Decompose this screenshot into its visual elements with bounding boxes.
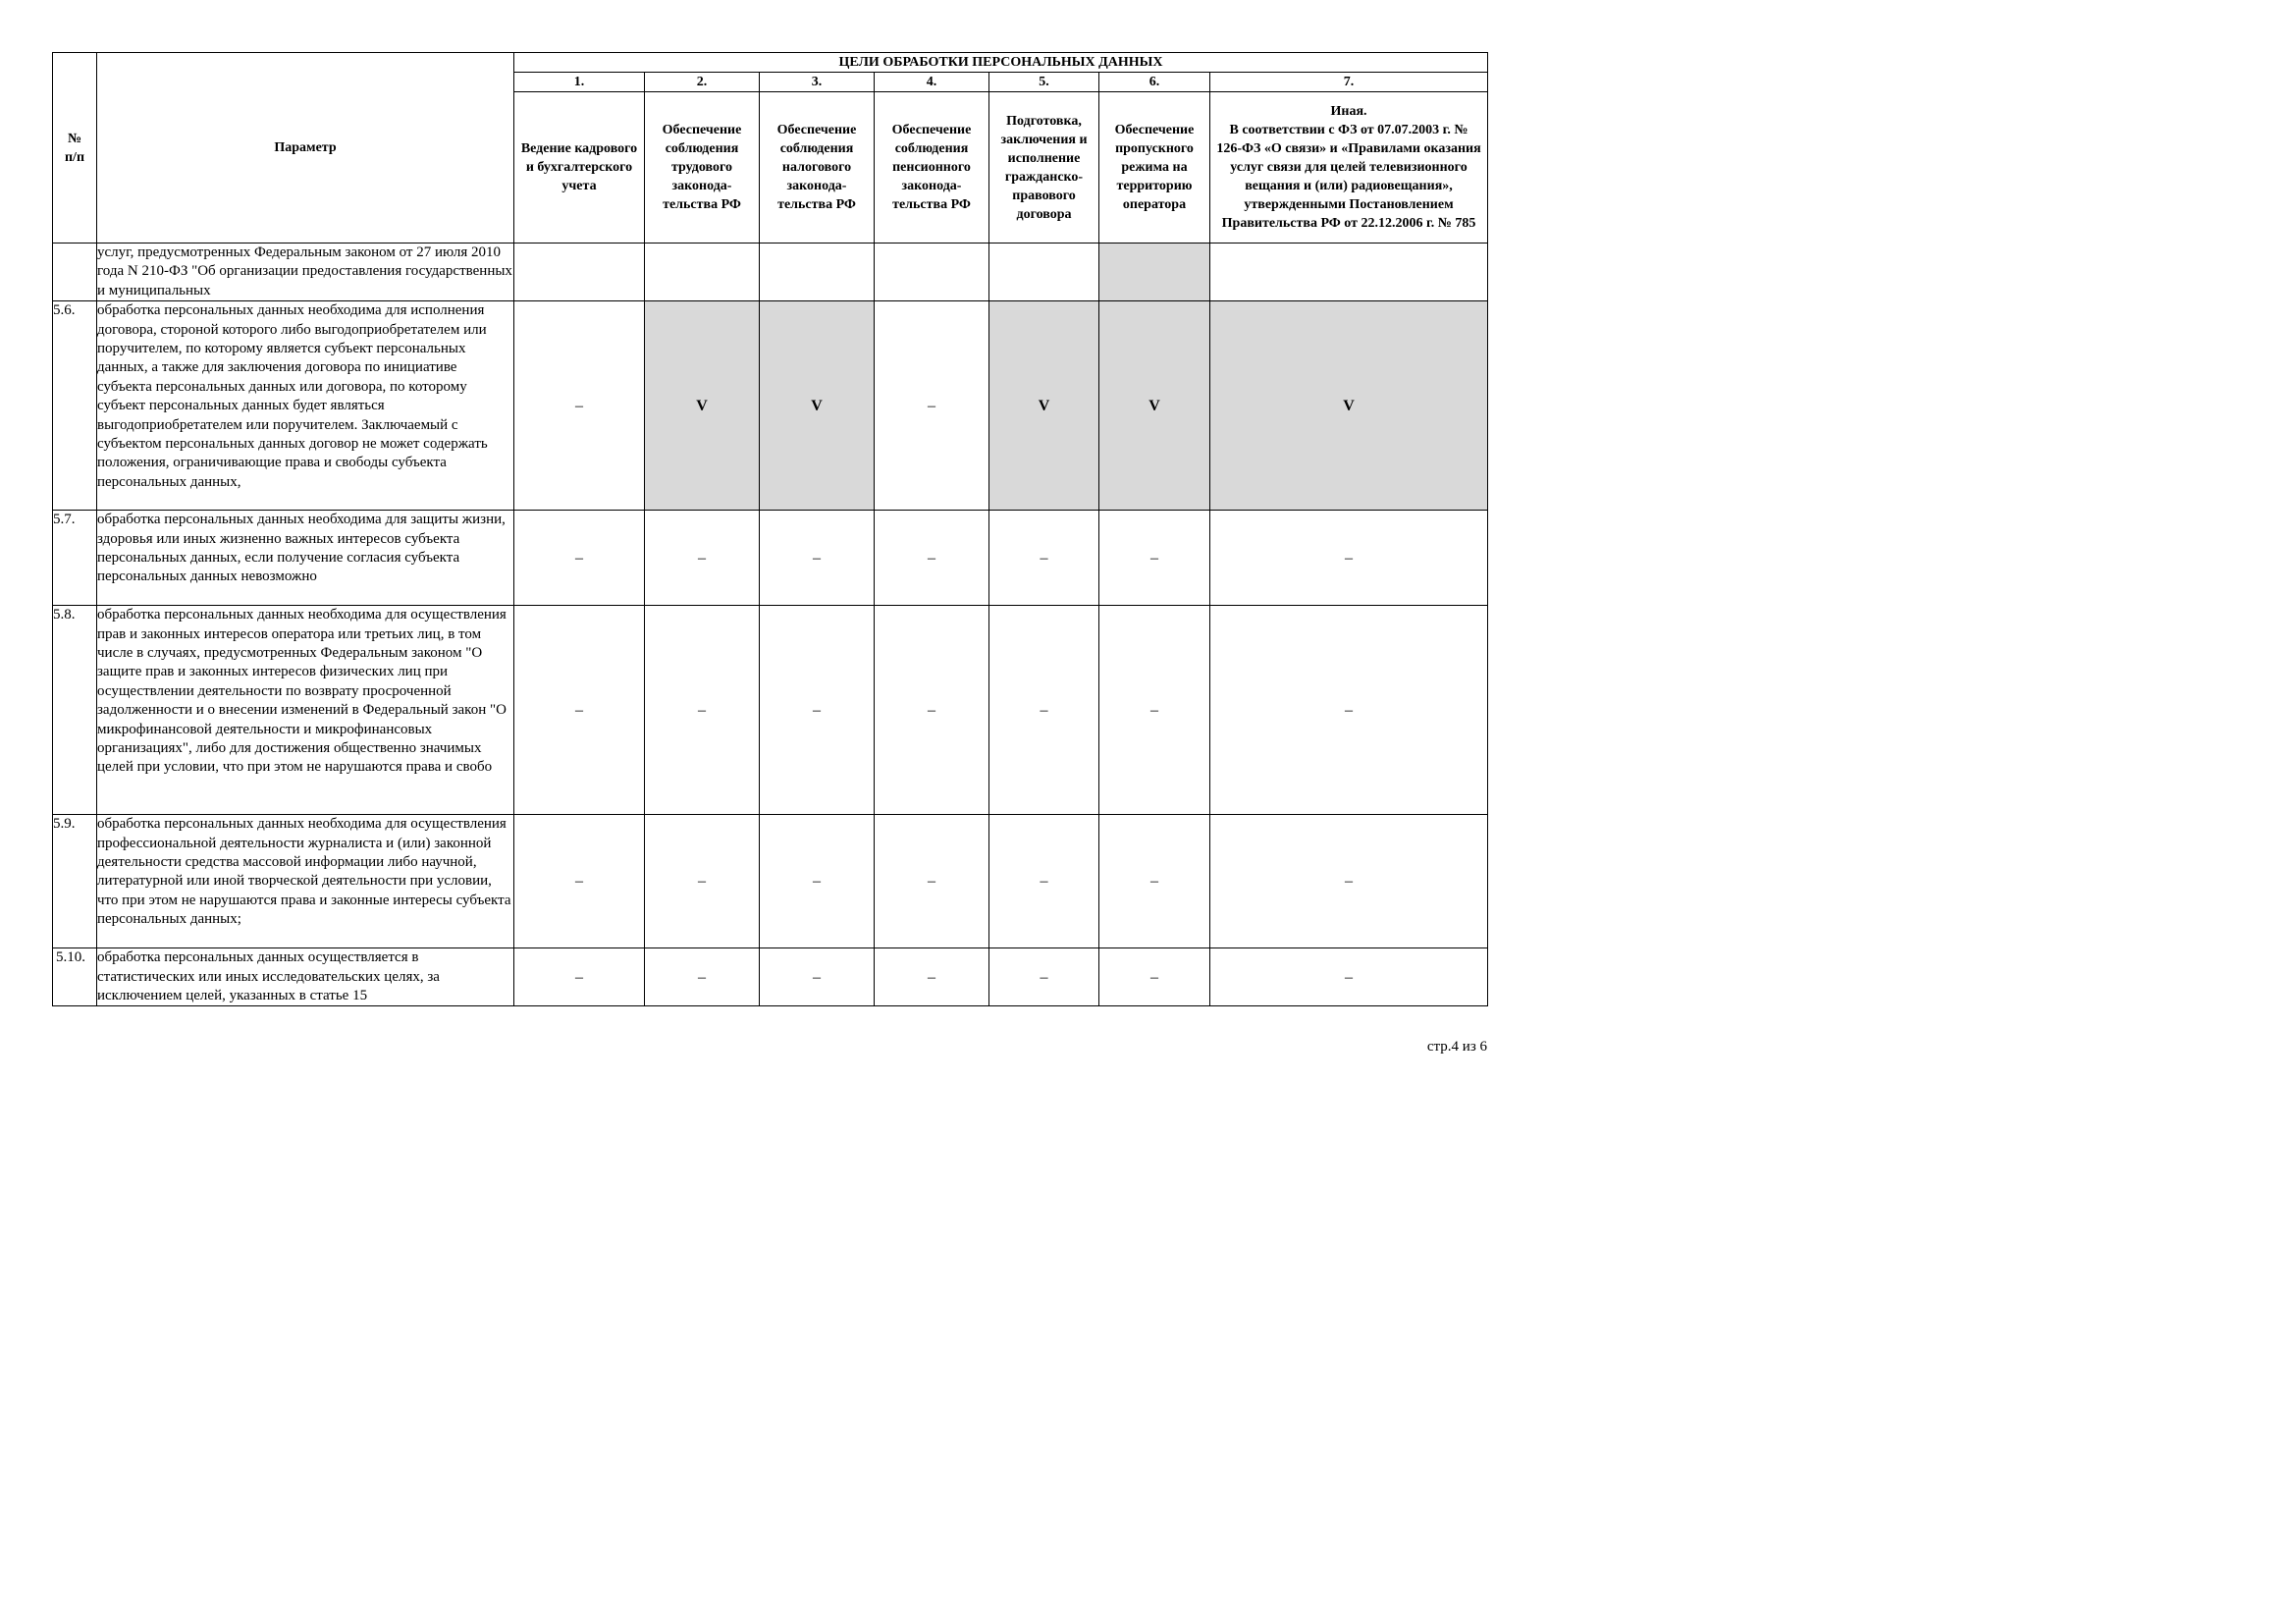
- row-value-goal-4: –: [875, 948, 989, 1006]
- row-value-goal-4: –: [875, 511, 989, 606]
- row-value-goal-2: V: [645, 301, 760, 511]
- table-row: [53, 244, 1488, 301]
- row-parameter: обработка персональных данных необходима для осуществления прав и законных интересов оператора или третьих лиц, в том числе в случаях, предусмотренных Федеральным законом "О защите прав и законных интересов физических лиц при осуществлении деятельности по возврату просроченной задолженности и о внесении изменений в Федеральный закон "О микрофинансовой деятельности и микрофинансовых организациях", либо для достижения общественно значимых целей при условии, что при этом не нарушаются права и свобо: [97, 606, 514, 815]
- row-value-goal-1: –: [514, 815, 645, 948]
- row-value-goal-1: –: [514, 948, 645, 1006]
- goal-number-3: 3.: [760, 73, 875, 92]
- goal-number-4: 4.: [875, 73, 989, 92]
- row-value-goal-3: –: [760, 511, 875, 606]
- row-value-goal-2: –: [645, 948, 760, 1006]
- goal-number-5: 5.: [989, 73, 1099, 92]
- row-value-goal-1: –: [514, 606, 645, 815]
- table-row: [53, 815, 1488, 948]
- goal-number-1: 1.: [514, 73, 645, 92]
- row-value-goal-3: [760, 244, 875, 301]
- table-row: [53, 606, 1488, 815]
- table-row: [53, 511, 1488, 606]
- goal-title-2: Обеспечение соблюдения трудового законода-тельства РФ: [645, 92, 760, 244]
- row-value-goal-2: –: [645, 511, 760, 606]
- row-value-goal-3: V: [760, 301, 875, 511]
- row-number: 5.10.: [53, 948, 97, 1006]
- row-value-goal-7: –: [1210, 948, 1488, 1006]
- row-value-goal-5: V: [989, 301, 1099, 511]
- goals-header: ЦЕЛИ ОБРАБОТКИ ПЕРСОНАЛЬНЫХ ДАННЫХ: [514, 53, 1488, 73]
- row-value-goal-3: –: [760, 948, 875, 1006]
- purposes-table: [52, 52, 1488, 1006]
- goal-title-5: Подготовка, заключения и исполнение гражданско-правового договора: [989, 92, 1099, 244]
- row-value-goal-1: –: [514, 301, 645, 511]
- row-parameter: обработка персональных данных необходима для защиты жизни, здоровья или иных жизненно важных интересов субъекта персональных данных, если получение согласия субъекта персональных данных невозможно: [97, 511, 514, 606]
- row-value-goal-6: [1099, 244, 1210, 301]
- row-value-goal-5: –: [989, 606, 1099, 815]
- goal-number-6: 6.: [1099, 73, 1210, 92]
- goal-title-1: Ведение кадрового и бухгалтерского учета: [514, 92, 645, 244]
- row-parameter: услуг, предусмотренных Федеральным законом от 27 июля 2010 года N 210-ФЗ "Об организации предоставления государственных и муниципальных: [97, 244, 514, 301]
- row-value-goal-7: –: [1210, 511, 1488, 606]
- goal-number-7: 7.: [1210, 73, 1488, 92]
- row-value-goal-5: –: [989, 511, 1099, 606]
- row-value-goal-1: –: [514, 511, 645, 606]
- row-value-goal-2: –: [645, 815, 760, 948]
- row-value-goal-7: V: [1210, 301, 1488, 511]
- goal-number-2: 2.: [645, 73, 760, 92]
- goal-title-3: Обеспечение соблюдения налогового законода-тельства РФ: [760, 92, 875, 244]
- goal-title-4: Обеспечение соблюдения пенсионного законода-тельства РФ: [875, 92, 989, 244]
- row-value-goal-6: –: [1099, 606, 1210, 815]
- goal-title-7: Иная. В соответствии с ФЗ от 07.07.2003 г. № 126-ФЗ «О связи» и «Правилами оказания услуг связи для целей телевизионного вещания и (или) радиовещания», утвержденными Постановлением Правительства РФ от 22.12.2006 г. № 785: [1210, 92, 1488, 244]
- row-value-goal-4: [875, 244, 989, 301]
- row-parameter: обработка персональных данных необходима для исполнения договора, стороной которого либо выгодоприобретателем или поручителем, по которому является субъект персональных данных, а также для заключения договора по инициативе субъекта персональных данных или договора, по которому субъект персональных данных будет являться выгодоприобретателем или поручителем. Заключаемый с субъектом персональных данных договор не может содержать положения, ограничивающие права и свободы субъекта персональных данных,: [97, 301, 514, 511]
- row-value-goal-4: –: [875, 815, 989, 948]
- goal-title-6: Обеспечение пропускного режима на территорию оператора: [1099, 92, 1210, 244]
- row-value-goal-6: –: [1099, 948, 1210, 1006]
- row-value-goal-2: –: [645, 606, 760, 815]
- row-number: 5.9.: [53, 815, 97, 948]
- row-number: 5.6.: [53, 301, 97, 511]
- row-parameter: обработка персональных данных осуществляется в статистических или иных исследовательских целях, за исключением целей, указанных в статье 15: [97, 948, 514, 1006]
- row-value-goal-4: –: [875, 301, 989, 511]
- table-row: [53, 948, 1488, 1006]
- row-value-goal-7: –: [1210, 815, 1488, 948]
- row-value-goal-4: –: [875, 606, 989, 815]
- row-value-goal-5: –: [989, 948, 1099, 1006]
- row-value-goal-5: [989, 244, 1099, 301]
- row-parameter: обработка персональных данных необходима для осуществления профессиональной деятельности журналиста и (или) законной деятельности средства массовой информации либо научной, литературной или иной творческой деятельности при условии, что при этом не нарушаются права и законные интересы субъекта персональных данных;: [97, 815, 514, 948]
- row-value-goal-3: –: [760, 815, 875, 948]
- row-value-goal-3: –: [760, 606, 875, 815]
- row-number: 5.7.: [53, 511, 97, 606]
- row-number: 5.8.: [53, 606, 97, 815]
- table-row: [53, 301, 1488, 511]
- row-value-goal-7: –: [1210, 606, 1488, 815]
- row-value-goal-1: [514, 244, 645, 301]
- row-value-goal-7: [1210, 244, 1488, 301]
- row-value-goal-6: –: [1099, 511, 1210, 606]
- col-no-header: № п/п: [53, 53, 97, 244]
- row-value-goal-2: [645, 244, 760, 301]
- row-value-goal-6: –: [1099, 815, 1210, 948]
- row-value-goal-6: V: [1099, 301, 1210, 511]
- row-number: [53, 244, 97, 301]
- page-number: стр.4 из 6: [1426, 1039, 1487, 1055]
- row-value-goal-5: –: [989, 815, 1099, 948]
- col-param-header: Параметр: [97, 53, 514, 244]
